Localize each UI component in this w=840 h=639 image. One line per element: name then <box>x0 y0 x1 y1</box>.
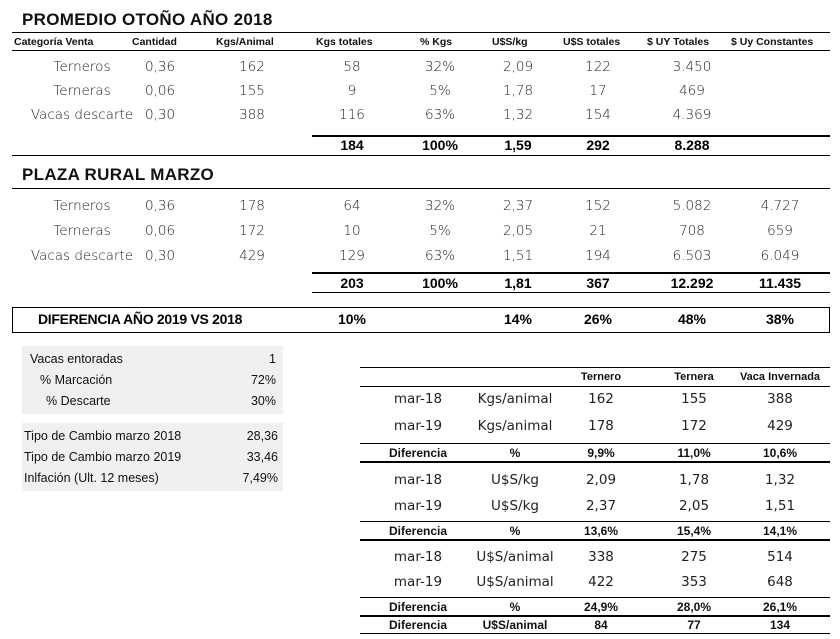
col-header-kgs-totales: Kgs totales <box>316 36 373 48</box>
right-table-cell: 514 <box>767 549 793 565</box>
param-label: % Descarte <box>46 394 111 408</box>
right-col-header: Ternera <box>674 371 714 383</box>
table-cell: 58 <box>343 59 361 75</box>
table-cell: 429 <box>239 248 265 264</box>
right-table-cell: 648 <box>767 574 793 590</box>
table-cell: 0,06 <box>144 223 176 239</box>
right-table-cell: 275 <box>681 549 707 565</box>
right-table-rule <box>360 539 830 541</box>
right-table-cell: mar-19 <box>393 418 443 434</box>
table-cell: 659 <box>767 223 793 239</box>
right-final-diff-cell: 84 <box>594 618 608 632</box>
param-value: 28,36 <box>246 429 278 443</box>
difference-value: 10% <box>337 311 367 327</box>
row-category: Terneras <box>53 223 111 239</box>
table-cell: 469 <box>679 83 705 99</box>
right-diff-cell: Diferencia <box>388 446 448 460</box>
total-cell: 1,59 <box>504 137 532 153</box>
col-header-uy-totales: $ UY Totales <box>647 36 710 48</box>
right-table-cell: 429 <box>767 418 793 434</box>
right-table-cell: 1,78 <box>678 472 710 488</box>
difference-value: 14% <box>503 311 533 327</box>
right-table-rule <box>360 443 830 444</box>
table-cell: 17 <box>589 83 607 99</box>
param-value: 30% <box>250 394 276 408</box>
table-cell: 172 <box>239 223 265 239</box>
table-cell: 5% <box>429 223 451 239</box>
param-label: Tipo de Cambio marzo 2019 <box>24 450 182 464</box>
col-header-usd-totales: U$S totales <box>563 36 621 48</box>
section2-title: PLAZA RURAL MARZO <box>22 165 215 184</box>
header-rule <box>12 50 830 51</box>
right-diff-cell: % <box>509 446 521 460</box>
right-table-top-rule <box>360 367 830 368</box>
section1-bottom-rule <box>12 155 830 156</box>
table-cell: 708 <box>679 223 705 239</box>
section1-title: PROMEDIO OTOÑO AÑO 2018 <box>22 10 273 29</box>
right-table-cell: 172 <box>681 418 707 434</box>
right-diff-cell: Diferencia <box>388 600 448 614</box>
row-category: Terneros <box>53 59 111 75</box>
table-cell: 5.082 <box>672 198 712 214</box>
table-cell: 152 <box>585 198 611 214</box>
total-cell: 292 <box>586 137 610 153</box>
right-table-cell: U$S/kg <box>491 472 539 488</box>
table-cell: 122 <box>585 59 611 75</box>
right-table-cell: U$S/kg <box>491 498 539 514</box>
table-cell: 3.450 <box>672 59 712 75</box>
difference-value: 38% <box>765 311 795 327</box>
table-cell: 0,30 <box>144 248 176 264</box>
col-header-kgs-animal: Kgs/Animal <box>216 36 274 48</box>
right-diff-cell: 11,0% <box>677 446 711 460</box>
total-cell: 11.435 <box>758 275 802 291</box>
right-table-cell: mar-19 <box>393 498 443 514</box>
param-label: % Marcación <box>40 373 113 387</box>
right-table-rule <box>360 386 830 387</box>
table-cell: 32% <box>424 59 455 75</box>
right-diff-cell: % <box>509 524 521 538</box>
col-header-categoria: Categoría Venta <box>14 36 94 48</box>
row-category: Vacas descarte <box>30 248 134 264</box>
right-table-cell: 178 <box>588 418 614 434</box>
total-cell: 367 <box>586 275 610 291</box>
table-cell: 194 <box>585 248 611 264</box>
table-cell: 2,37 <box>502 198 534 214</box>
right-table-cell: mar-18 <box>393 391 443 407</box>
total-cell: 8.288 <box>674 137 710 153</box>
right-final-diff-cell: 77 <box>687 618 701 632</box>
right-table-cell: 155 <box>681 391 707 407</box>
right-table-cell: 388 <box>767 391 793 407</box>
right-final-diff-cell: Diferencia <box>388 618 448 632</box>
table-cell: 0,36 <box>144 198 176 214</box>
param-label: Vacas entoradas <box>30 352 123 366</box>
row-category: Terneros <box>53 198 111 214</box>
row-category: Terneras <box>53 83 111 99</box>
table-cell: 32% <box>424 198 455 214</box>
difference-value: 26% <box>583 311 613 327</box>
table-cell: 10 <box>343 223 361 239</box>
table-cell: 63% <box>424 248 455 264</box>
total-cell: 184 <box>340 137 364 153</box>
right-diff-cell: 26,1% <box>762 600 798 614</box>
table-cell: 4.727 <box>760 198 800 214</box>
table-cell: 155 <box>239 83 265 99</box>
right-table-cell: mar-18 <box>393 472 443 488</box>
section2-top-rule <box>12 188 830 189</box>
total-cell: 1,81 <box>504 275 532 291</box>
difference-value: 48% <box>677 311 707 327</box>
row-category: Vacas descarte <box>30 107 134 123</box>
table-cell: 1,32 <box>502 107 534 123</box>
table-cell: 9 <box>347 83 357 99</box>
param-value: 33,46 <box>246 450 278 464</box>
total-cell: 100% <box>422 137 458 153</box>
total-cell: 12.292 <box>670 275 714 291</box>
right-diff-cell: 28,0% <box>676 600 712 614</box>
right-table-cell: 422 <box>588 574 614 590</box>
right-diff-cell: 24,9% <box>583 600 619 614</box>
table-cell: 2,09 <box>502 59 534 75</box>
right-table-cell: U$S/animal <box>476 549 554 565</box>
right-table-cell: mar-19 <box>393 574 443 590</box>
table-cell: 6.503 <box>672 248 712 264</box>
total-cell: 100% <box>422 275 458 291</box>
table-cell: 6.049 <box>760 248 800 264</box>
right-table-cell: mar-18 <box>393 549 443 565</box>
right-diff-cell: 9,9% <box>587 446 615 460</box>
table-cell: 178 <box>239 198 265 214</box>
right-table-cell: 2,37 <box>585 498 617 514</box>
table-cell: 0,06 <box>144 83 176 99</box>
col-header-usd-kg: U$S/kg <box>492 36 528 48</box>
total-cell: 203 <box>340 275 364 291</box>
table-cell: 5% <box>429 83 451 99</box>
table-cell: 4.369 <box>672 107 712 123</box>
right-table-rule <box>360 597 830 598</box>
param-label: Tipo de Cambio marzo 2018 <box>24 429 182 443</box>
right-table-rule <box>360 521 830 522</box>
table-cell: 154 <box>585 107 611 123</box>
table-cell: 63% <box>424 107 455 123</box>
right-diff-cell: Diferencia <box>388 524 448 538</box>
table-cell: 1,78 <box>502 83 534 99</box>
right-table-cell: 1,51 <box>764 498 796 514</box>
col-header-uy-constantes: $ Uy Constantes <box>731 36 814 48</box>
right-final-diff-cell: 134 <box>769 618 791 632</box>
table-cell: 2,05 <box>502 223 534 239</box>
right-col-header: Ternero <box>580 371 622 383</box>
table-cell: 129 <box>339 248 365 264</box>
right-diff-cell: 15,4% <box>676 524 712 538</box>
right-table-cell: Kgs/animal <box>477 418 553 434</box>
table-cell: 388 <box>239 107 265 123</box>
right-table-cell: 162 <box>588 391 614 407</box>
col-header-cantidad: Cantidad <box>132 36 177 48</box>
right-table-cell: U$S/animal <box>476 574 554 590</box>
table-cell: 21 <box>589 223 607 239</box>
right-final-diff-cell: U$S/animal <box>482 618 548 632</box>
param-value: 72% <box>250 373 276 387</box>
right-diff-cell: 13,6% <box>583 524 619 538</box>
right-table-cell: 2,05 <box>678 498 710 514</box>
right-diff-cell: 10,6% <box>762 446 798 460</box>
table-cell: 116 <box>339 107 365 123</box>
right-table-cell: 2,09 <box>585 472 617 488</box>
table-cell: 0,36 <box>144 59 176 75</box>
right-table-rule <box>360 461 830 463</box>
right-table-cell: 1,32 <box>764 472 796 488</box>
right-col-header: Vaca Invernada <box>739 371 821 383</box>
right-diff-cell: 14,1% <box>762 524 798 538</box>
right-table-cell: 338 <box>588 549 614 565</box>
right-table-rule <box>360 615 830 617</box>
param-value: 7,49% <box>242 471 278 485</box>
right-diff-cell: % <box>509 600 521 614</box>
right-table-cell: Kgs/animal <box>477 391 553 407</box>
table-cell: 0,30 <box>144 107 176 123</box>
right-table-cell: 353 <box>681 574 707 590</box>
col-header-pct-kgs: % Kgs <box>420 36 453 48</box>
param-value: 1 <box>269 352 276 366</box>
table-cell: 162 <box>239 59 265 75</box>
section1-top-rule <box>12 32 830 33</box>
difference-label: DIFERENCIA AÑO 2019 VS 2018 <box>38 311 243 327</box>
param-label: Inlfación (Ult. 12 meses) <box>24 471 159 485</box>
section2-total-rule <box>312 272 830 274</box>
section2-bottom-rule <box>312 292 830 293</box>
right-table-rule <box>360 633 830 634</box>
table-cell: 64 <box>343 198 361 214</box>
table-cell: 1,51 <box>502 248 534 264</box>
